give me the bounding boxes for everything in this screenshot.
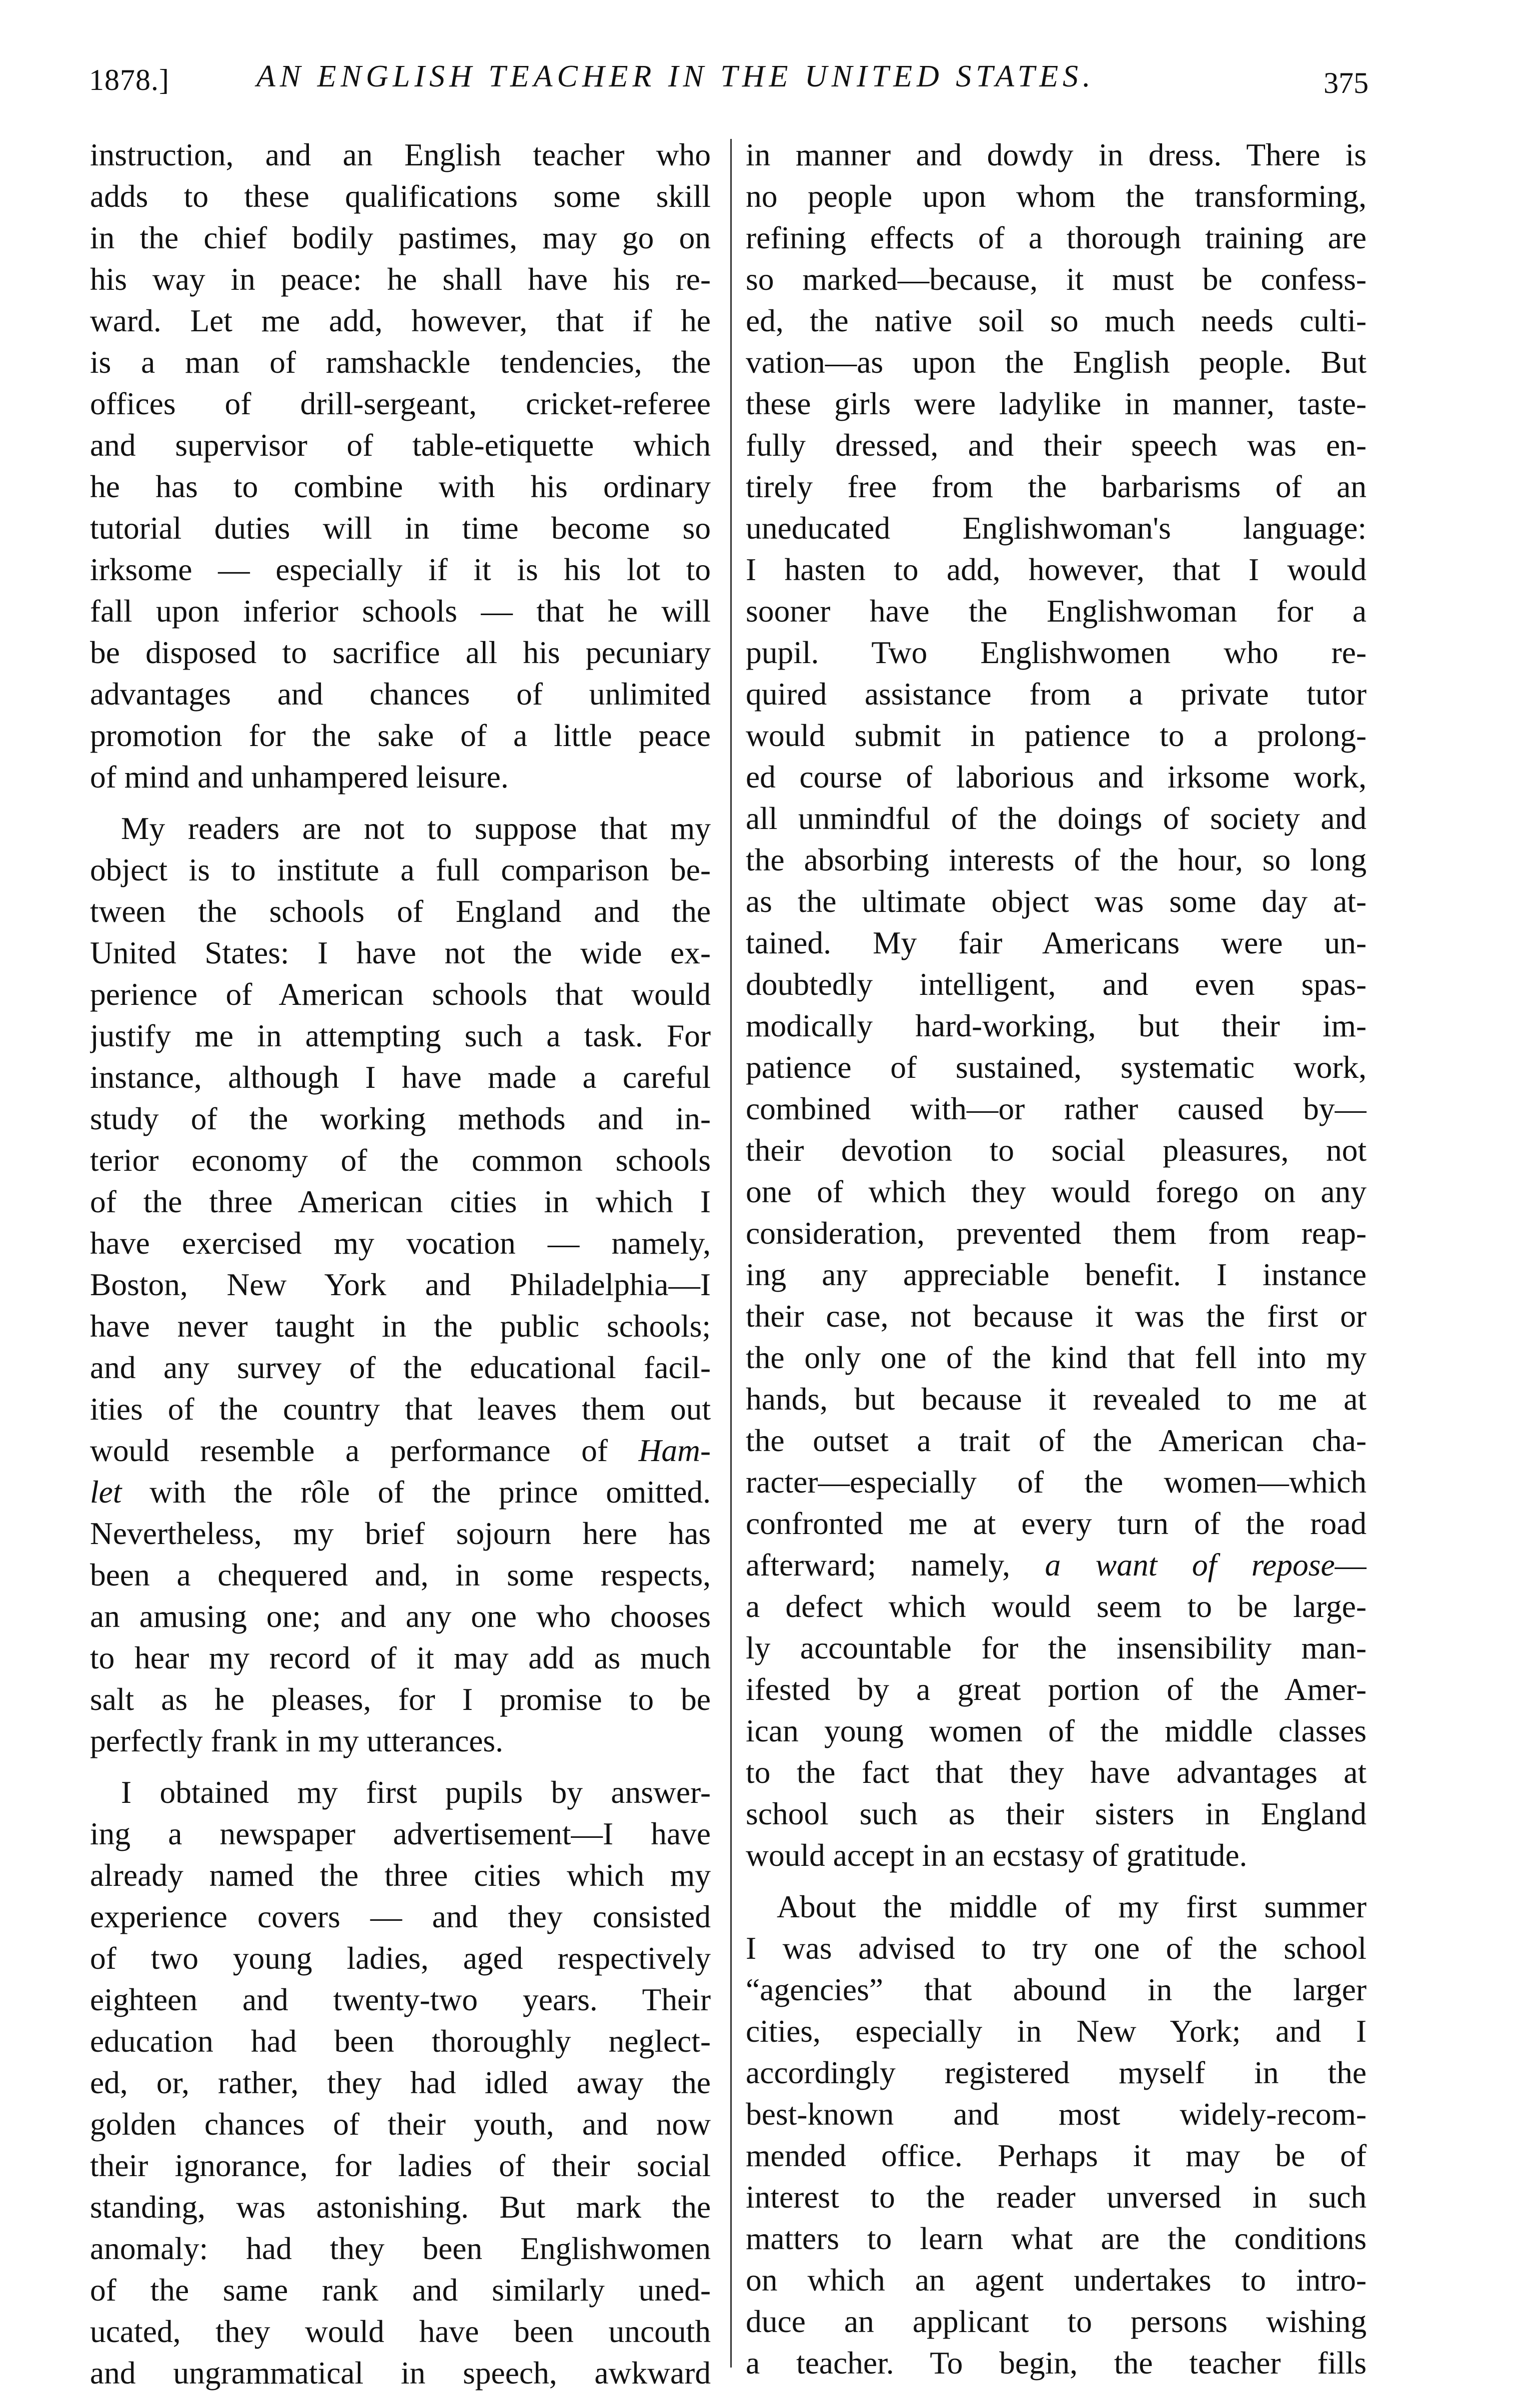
- text-line: tutorial duties will in time become so: [90, 510, 711, 546]
- column-rule: [730, 139, 732, 2368]
- text-line: and supervisor of table-etiquette which: [90, 427, 711, 463]
- text-line: of two young ladies, aged respectively: [90, 1940, 711, 1976]
- text-line: afterward; namely, a want of repose—: [746, 1547, 1367, 1583]
- text-line: justify me in attempting such a task. For: [90, 1018, 711, 1053]
- paragraph: [90, 134, 711, 798]
- text-line: fall upon inferior schools — that he will: [90, 593, 711, 629]
- text-line: eighteen and twenty-two years. Their: [90, 1982, 711, 2017]
- paragraph: [90, 807, 711, 1761]
- text-line: accordingly registered myself in the: [746, 2055, 1367, 2090]
- text-line: racter—especially of the women—which: [746, 1464, 1367, 1500]
- page-number: 375: [1324, 66, 1369, 99]
- text-line: tained. My fair Americans were un-: [746, 925, 1367, 960]
- paragraph-gap: [90, 1761, 711, 1771]
- text-line: as the ultimate object was some day at-: [746, 883, 1367, 919]
- text-line: interest to the reader unversed in such: [746, 2179, 1367, 2215]
- text-line: have never taught in the public schools;: [90, 1308, 711, 1344]
- text-line: experience covers — and they consisted: [90, 1899, 711, 1934]
- text-line: vation—as upon the English people. But: [746, 344, 1367, 380]
- text-line: I was advised to try one of the school: [746, 1930, 1367, 1966]
- text-line: the absorbing interests of the hour, so long: [746, 842, 1367, 877]
- text-line: would accept in an ecstasy of gratitude.: [746, 1837, 1248, 1873]
- text-line: standing, was astonishing. But mark the: [90, 2189, 711, 2225]
- text-line: their case, not because it was the first or: [746, 1298, 1367, 1334]
- text-line: all unmindful of the doings of society and: [746, 801, 1367, 836]
- text-line: duce an applicant to persons wishing: [746, 2304, 1367, 2339]
- text-line: object is to institute a full comparison be-: [90, 852, 711, 887]
- text-line: a defect which would seem to be large-: [746, 1589, 1367, 1624]
- text-line: of the three American cities in which I: [90, 1184, 711, 1219]
- text-line: would resemble a performance of Ham-: [90, 1433, 711, 1468]
- italic-text: Ham-: [638, 1433, 711, 1468]
- text-line: matters to learn what are the conditions: [746, 2221, 1367, 2256]
- text-line: golden chances of their youth, and now: [90, 2106, 711, 2142]
- text-line: one of which they would forego on any: [746, 1174, 1367, 1209]
- text-line: in the chief bodily pastimes, may go on: [90, 220, 711, 255]
- text-line: instruction, and an English teacher who: [90, 137, 711, 172]
- text-line: the outset a trait of the American cha-: [746, 1423, 1367, 1458]
- text-line: have exercised my vocation — namely,: [90, 1225, 711, 1261]
- text-line: the only one of the kind that fell into my: [746, 1340, 1367, 1375]
- text-line: of mind and unhampered leisure.: [90, 759, 509, 795]
- paragraph: [746, 134, 1367, 1876]
- text-line: instance, although I have made a careful: [90, 1059, 711, 1095]
- text-line: United States: I have not the wide ex-: [90, 935, 711, 970]
- text-line: tween the schools of England and the: [90, 893, 711, 929]
- text-line: in manner and dowdy in dress. There is: [746, 137, 1367, 172]
- text-line: been a chequered and, in some respects,: [90, 1557, 711, 1593]
- text-line: confronted me at every turn of the road: [746, 1506, 1367, 1541]
- text-line: doubtedly intelligent, and even spas-: [746, 966, 1367, 1002]
- text-line: combined with—or rather caused by—: [746, 1091, 1367, 1126]
- text-line: ed, or, rather, they had idled away the: [90, 2065, 711, 2100]
- text-line: perience of American schools that would: [90, 976, 711, 1012]
- text-line: promotion for the sake of a little peace: [90, 718, 711, 753]
- text-line: perfectly frank in my utterances.: [90, 1723, 503, 1758]
- text-line: quired assistance from a private tutor: [746, 676, 1367, 712]
- text-line: mended office. Perhaps it may be of: [746, 2138, 1367, 2173]
- text-line: of the same rank and similarly uned-: [90, 2272, 711, 2308]
- text-line: offices of drill-sergeant, cricket-referee: [90, 386, 711, 421]
- text-line: uneducated Englishwoman's language:: [746, 510, 1367, 546]
- text-line: their devotion to social pleasures, not: [746, 1132, 1367, 1168]
- text-line: a teacher. To begin, the teacher fills: [746, 2345, 1367, 2381]
- text-line: these girls were ladylike in manner, taste-: [746, 386, 1367, 421]
- paragraph: [746, 1886, 1367, 2384]
- italic-text: a want of repose: [1045, 1547, 1335, 1583]
- running-head-title: AN ENGLISH TEACHER IN THE UNITED STATES.: [256, 59, 1095, 93]
- italic-text: let: [90, 1474, 122, 1510]
- text-line: is a man of ramshackle tendencies, the: [90, 344, 711, 380]
- text-line: so marked—because, it must be confess-: [746, 261, 1367, 297]
- text-line: fully dressed, and their speech was en-: [746, 427, 1367, 463]
- text-line: terior economy of the common schools: [90, 1142, 711, 1178]
- text-line: My readers are not to suppose that my: [121, 810, 711, 846]
- text-line: ities of the country that leaves them out: [90, 1391, 711, 1427]
- text-line: and ungrammatical in speech, awkward: [90, 2355, 711, 2391]
- text-line: salt as he pleases, for I promise to be: [90, 1681, 711, 1717]
- text-line: anomaly: had they been Englishwomen: [90, 2231, 711, 2266]
- text-line: ly accountable for the insensibility man-: [746, 1630, 1367, 1665]
- text-line: “agencies” that abound in the larger: [746, 1972, 1367, 2007]
- running-head-date: 1878.]: [89, 63, 169, 96]
- text-line: adds to these qualifications some skill: [90, 178, 711, 214]
- text-line: ing any appreciable benefit. I instance: [746, 1257, 1367, 1292]
- text-line: on which an agent undertakes to intro-: [746, 2262, 1367, 2298]
- text-line: modically hard-working, but their im-: [746, 1008, 1367, 1043]
- text-line: consideration, prevented them from reap-: [746, 1215, 1367, 1251]
- text-line: ifested by a great portion of the Amer-: [746, 1671, 1367, 1707]
- paragraph: [90, 1771, 711, 2394]
- text-line: be disposed to sacrifice all his pecuniary: [90, 635, 711, 670]
- text-line: best-known and most widely-recom-: [746, 2096, 1367, 2132]
- text-line: education had been thoroughly neglect-: [90, 2023, 711, 2059]
- text-line: irksome — especially if it is his lot to: [90, 552, 711, 587]
- text-line: ucated, they would have been uncouth: [90, 2314, 711, 2349]
- text-line: Nevertheless, my brief sojourn here has: [90, 1516, 711, 1551]
- text-line: let with the rôle of the prince omitted.: [90, 1474, 711, 1510]
- text-line: pupil. Two Englishwomen who re-: [746, 635, 1367, 670]
- paragraph-gap: [90, 798, 711, 807]
- text-line: would submit in patience to a prolong-: [746, 718, 1367, 753]
- text-line: to hear my record of it may add as much: [90, 1640, 711, 1675]
- text-line: ican young women of the middle classes: [746, 1713, 1367, 1748]
- text-line: their ignorance, for ladies of their social: [90, 2148, 711, 2183]
- text-line: and any survey of the educational facil-: [90, 1350, 711, 1385]
- text-line: an amusing one; and any one who chooses: [90, 1599, 711, 1634]
- text-line: Boston, New York and Philadelphia—I: [90, 1267, 711, 1302]
- text-line: no people upon whom the transforming,: [746, 178, 1367, 214]
- text-line: ed course of laborious and irksome work,: [746, 759, 1367, 795]
- text-line: advantages and chances of unlimited: [90, 676, 711, 712]
- text-line: to the fact that they have advantages at: [746, 1754, 1367, 1790]
- text-line: ward. Let me add, however, that if he: [90, 303, 711, 338]
- right-column: [746, 134, 1367, 2384]
- text-line: already named the three cities which my: [90, 1857, 711, 1893]
- text-line: ed, the native soil so much needs culti-: [746, 303, 1367, 338]
- running-head: [89, 59, 1369, 104]
- text-line: refining effects of a thorough training are: [746, 220, 1367, 255]
- text-line: About the middle of my first summer: [777, 1889, 1367, 1924]
- text-line: his way in peace: he shall have his re-: [90, 261, 711, 297]
- text-line: patience of sustained, systematic work,: [746, 1049, 1367, 1085]
- text-line: school such as their sisters in England: [746, 1796, 1367, 1831]
- text-line: sooner have the Englishwoman for a: [746, 593, 1367, 629]
- text-line: tirely free from the barbarisms of an: [746, 469, 1367, 504]
- text-line: study of the working methods and in-: [90, 1101, 711, 1136]
- left-column: [90, 134, 711, 2394]
- paragraph-gap: [746, 1876, 1367, 1886]
- text-line: I hasten to add, however, that I would: [746, 552, 1367, 587]
- text-line: hands, but because it revealed to me at: [746, 1381, 1367, 1417]
- text-line: I obtained my first pupils by answer-: [121, 1774, 711, 1810]
- text-line: ing a newspaper advertisement—I have: [90, 1816, 711, 1851]
- text-line: cities, especially in New York; and I: [746, 2013, 1367, 2049]
- text-line: he has to combine with his ordinary: [90, 469, 711, 504]
